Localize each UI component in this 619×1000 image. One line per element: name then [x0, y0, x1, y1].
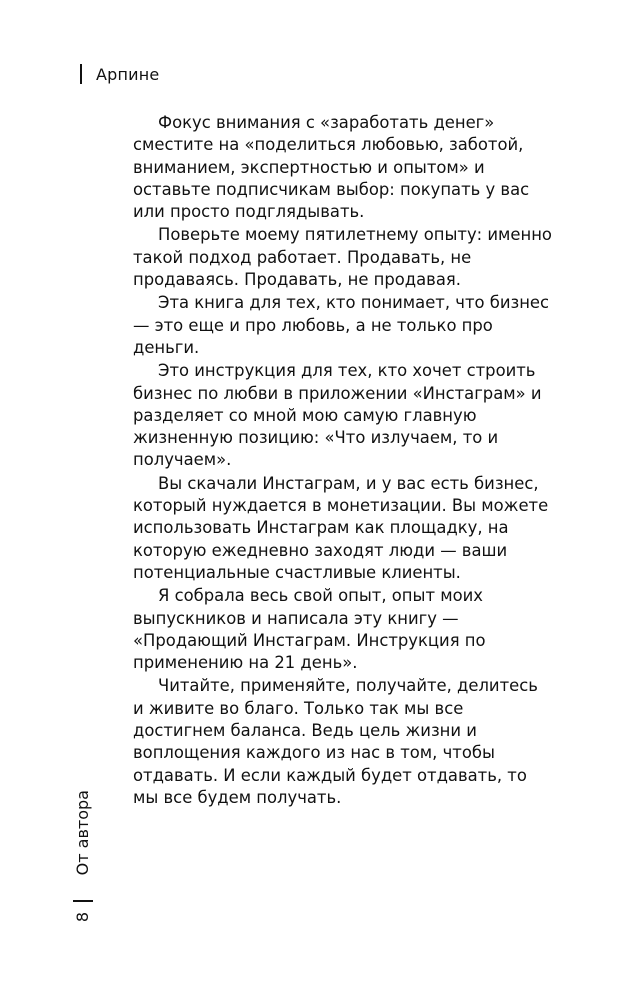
paragraph: Эта книга для тех, кто понимает, что бизнес — это еще и про любовь, а не только про деньги. — [133, 293, 550, 357]
paragraph: Поверьте моему пятилетнему опыту: именно такой подход работает. Продавать, не продаваясь. Продавать, не продавая. — [133, 225, 552, 290]
paragraph: Это инструкция для тех, кто хочет строить бизнес по любви в приложении «Инстаграм» и разделяет со мной мою самую главную жизненную позицию: «Что излучаем, то и получаем». — [133, 361, 542, 470]
body-text — [133, 112, 553, 810]
page-number-divider — [73, 900, 93, 902]
paragraph: Читайте, применяйте, получайте, делитесь и живите во благо. Только так мы все достигнем баланса. Ведь цель жизни и воплощения каждого из нас в том, чтобы отдавать. И если каждый будет отдавать, то мы все будем получать. — [133, 676, 538, 807]
page-number-text: 8 — [73, 911, 92, 923]
running-head-divider — [80, 64, 82, 84]
running-head — [80, 62, 159, 86]
paragraph: Фокус внимания с «заработать денег» сместите на «поделиться любовью, заботой, вниманием, экспертностью и опытом» и оставьте подписчикам выбор: покупать у вас или просто подглядывать. — [133, 113, 530, 222]
running-head-author: Арпине — [96, 64, 160, 84]
section-side-label — [70, 790, 96, 890]
page-number — [72, 904, 94, 930]
paragraph: Я собрала весь свой опыт, опыт моих выпускников и написала эту книгу — «Продающий Инстаграм. Инструкция по применению на 21 день». — [133, 586, 486, 673]
paragraph: Вы скачали Инстаграм, и у вас есть бизнес, который нуждается в монетизации. Вы можете использовать Инстаграм как площадку, на которую ежедневно заходят люди — ваши потенциальные счастливые клиенты. — [133, 473, 549, 582]
section-side-label-text: От автора — [73, 790, 92, 876]
